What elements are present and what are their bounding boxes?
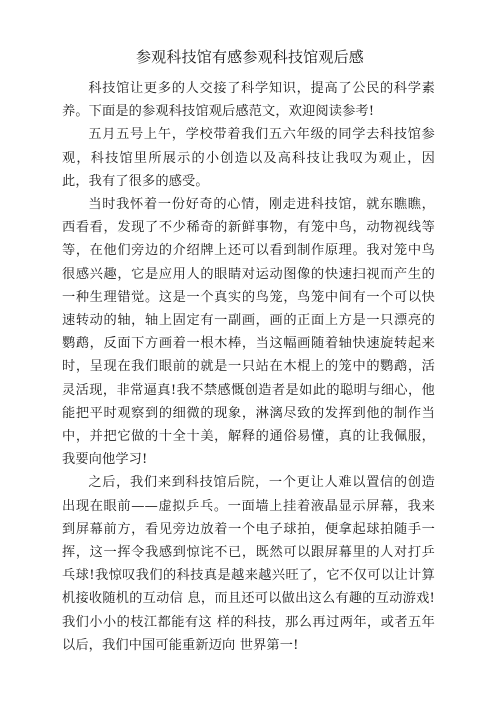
document-title: 参观科技馆有感参观科技馆观后感 (135, 48, 364, 66)
paragraph-virtual-pingpong: 之后，我们来到科技馆后院，一个更让人难以置信的创造出现在眼前——虚拟乒乓。一面墙上挂着液晶显示屏幕，我来到屏幕前方，看见旁边放着一个电子球拍，便拿起球拍随手一挥，这一挥令我感到惊诧不已，既然可以跟屏幕里的人对打乒乓球!我惊叹我们的科技真是越来越兴旺了，它不仅可以让计算机接收随机的互动信 息，而且还可以做出这么有趣的互动游戏!我们小小的枝江都能有这 样的科技，那么再过两年，或者五年以后，我们中国可能重新迈向 世界第一! (62, 475, 435, 653)
paragraph-intro: 科技馆让更多的人交接了科学知识，提高了公民的科学素养。下面是的参观科技馆观后感范文，欢迎阅读参考! (62, 81, 435, 120)
paragraph-bird-cage: 当时我怀着一份好奇的心情，刚走进科技馆，就东瞧瞧，西看看，发现了不少稀奇的新鲜事物，有笼中鸟，动物视线等等，在他们旁边的介绍牌上还可以看到制作原理。我对笼中鸟很感兴趣，它是应用人的眼睛对运动图像的快速扫视而产生的一种生理错觉。这是一个真实的鸟笼，鸟笼中间有一个可以快速转动的轴，轴上固定有一副画，画的正面上方是一只漂亮的鹦鹉，反面下方画着一根木棒，当这幅画随着轴快速旋转起来时，呈现在我们眼前的就是一只站在木棍上的笼中的鹦鹉，活灵活现，非常逼真!我不禁感慨创造者是如此的聪明与细心，他能把平时观察到的细微的现象，淋漓尽致的发挥到他的制作当中，并把它做的十全十美，解释的通俗易懂，真的让我佩服，我要向他学习! (62, 197, 435, 468)
paragraph-visit: 五月五号上午，学校带着我们五六年级的同学去科技馆参观，科技馆里所展示的小创造以及高科技让我叹为观止，因此，我有了很多的感受。 (62, 127, 435, 189)
document-body (62, 77, 435, 657)
